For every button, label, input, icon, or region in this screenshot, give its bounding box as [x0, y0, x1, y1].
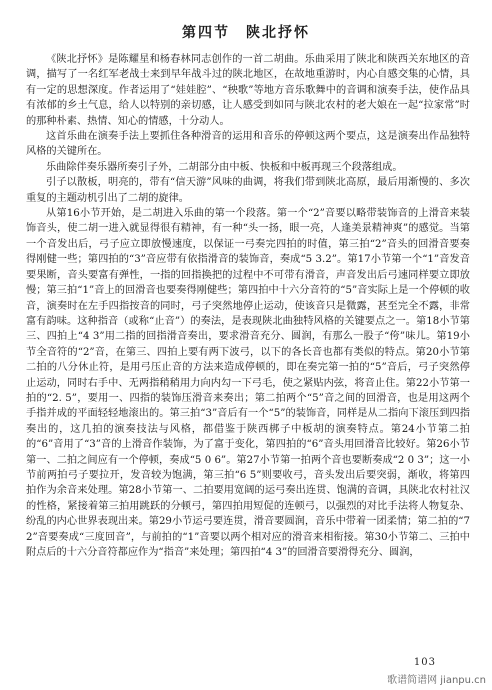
paragraph-structure: 乐曲除伴奏乐器所奏引子外，二胡部分由中板、快板和中板再现三个段落组成。 [46, 161, 403, 173]
page-number: 103 [413, 657, 436, 668]
section-title: 第四节 陕北抒怀 [182, 25, 310, 41]
document-body [26, 52, 470, 560]
paragraph-analysis: 从第16小节开始，是二胡进入乐曲的第一个段落。第一个“2”音要以略带装饰音的上滑音来装饰音头，使二胡一进入就显得很有精神，有一种“头一扬，眼一亮，人逢美景精神爽”的感觉。当第一个音发出后，弓子应立即放慢速度，以保证一弓奏完四拍的时值，第三拍“2”音头的回滑音要奏得刚健一些；第四拍的“3”音应带有依指滑音的装饰音，奏成“5 3.2”。第17小节第一个“1”音发音要果断，音头要富有弹性，一指的回指换把的过程中不可带有滑音，声音发出后弓速同样要立即放慢；第三拍“1”音上的回滑音也要奏得刚健些；第四拍中十六分音符的“5”音实际上是一个停顿的收音，演奏时在左手四指按音的同时，弓子突然地停止运动，使该音只是微露，甚至完全不露，非常富有韵味。这种指音（或称“止音”）的奏法，是表现陕北曲独特风格的关键要点之一。第18小节第三、四拍上“4 3”用二指的回指滑音奏出，要求滑音充分、圆润，有那么一股子“侉”味儿。第19小节全音符的“2”音，在第三、四拍上要有两下波弓，以下的各长音也都有类似的特点。第20小节第二拍的八分休止符，是用弓压止音的方法来造成停顿的，即在奏完第一拍的“5”音后，弓子突然停止运动，同时右手中、无两指稍稍用力向内勾一下弓毛，使之紧贴内弦，将音止住。第22小节第一拍的“2. 5”，要用一、四指的装饰压滑音来奏出；第二拍两个“5”音之间的回滑音，也是用这两个手指并成的平面轻轻地滚出的。第三拍“3”音后有一个“5”的装饰音，同样是从二指向下滚压到四指奏出的，这几拍的演奏技法与风格，都借鉴于陕西梆子中板胡的演奏特点。第24小节第二拍的“6”音用了“3”音的上滑音作装饰，为了富于变化，第四拍的“6”音头用回滑音比较好。第26小节第一、二拍之间应有一个停顿，奏成“5 0 6”。第27小节第一拍两个音也要断奏成“2 0 3”；这一小节前两拍弓子要拉开，发音较为饱满，第三拍“6 5”则要收弓，音头发出后要突弱，渐收，将第四拍作为余音来处理。第28小节第一、二拍要用宽阔的运弓奏出连贯、饱满的音调，具陕北农村社汉的性格，紧接着第三拍用跳跃的分顿弓，第四拍用短促的连顿弓，以强烈的对比手法将人物复杂、纷乱的内心世界表现出来。第29小节运弓要连贯，滑音要圆润，音乐中带着一团柔情；第二拍的“7 2”音要奏成“三度回音”，与前拍的“1”音要以两个相对应的滑音来相衔接。第30小节第二、三拍中附点后的十六分音符都应作为“指音”来处理；第四拍“4 3”的回滑音要滑得充分、圆润， [26, 208, 470, 558]
paragraph-intro: 《陕北抒怀》是陈耀星和杨春林同志创作的一首二胡曲。乐曲采用了陕北和陕西关东地区的音调，描写了一名红军老战士来到早年战斗过的陕北地区，在故地重游时，内心自感交集的心情，具有一定的思想深度。作者运用了“娃娃腔”、“秧歌”等地方音乐歌舞中的音调和演奏手法，使作品具有浓郁的乡土气息，给人以特别的亲切感，让人感受到如同与陕北农村的老大娘在一起“拉家常”时的那种朴素、热情、知心的情感，十分动人。 [26, 54, 470, 127]
paragraph-technique: 这首乐曲在演奏手法上要抓住各种滑音的运用和音乐的停顿这两个要点，这是演奏出作品独特风格的关键所在。 [26, 131, 470, 158]
paragraph-introduction: 引子以散板，明亮的，带有“信天游”风味的曲调，将我们带到陕北高原，最后用渐慢的、多次重复的主题动机引出了二胡的旋律。 [26, 177, 470, 204]
watermark: 歌谱简谱网 jianpu.cn [387, 675, 486, 686]
